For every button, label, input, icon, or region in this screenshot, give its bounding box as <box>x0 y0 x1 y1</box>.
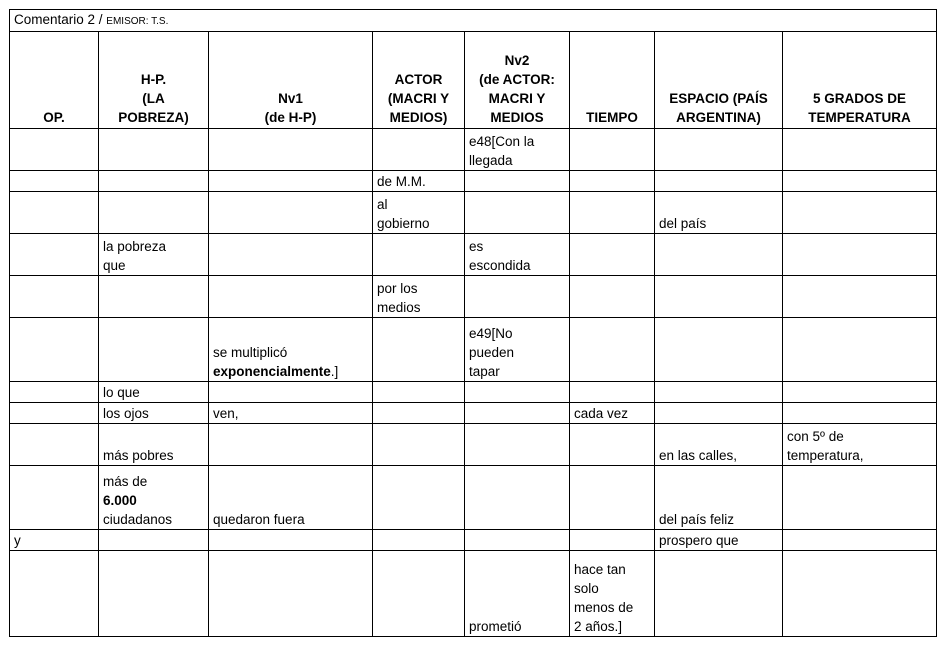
cell-text: e49[No pueden tapar <box>469 326 515 379</box>
table-cell <box>655 382 783 403</box>
column-header: OP. <box>10 32 99 129</box>
cell-text: de M.M. <box>377 174 426 189</box>
table-cell <box>783 530 937 551</box>
table-cell <box>465 234 570 276</box>
table-cell <box>570 466 655 530</box>
table-cell <box>373 171 465 192</box>
table-row <box>10 171 937 192</box>
title-main: Comentario 2 / <box>14 12 107 27</box>
table-cell <box>570 530 655 551</box>
table-row <box>10 276 937 318</box>
table-row <box>10 318 937 382</box>
table-cell <box>209 424 373 466</box>
table-cell <box>373 424 465 466</box>
table-cell <box>373 466 465 530</box>
table-cell <box>783 129 937 171</box>
table-cell <box>783 276 937 318</box>
cell-text: lo que <box>103 385 140 400</box>
cell-text: más de <box>103 474 148 489</box>
table-cell <box>99 234 209 276</box>
cell-text: del país <box>659 216 707 231</box>
table-cell <box>10 192 99 234</box>
table-cell <box>99 192 209 234</box>
table-cell <box>783 318 937 382</box>
table-cell <box>783 192 937 234</box>
table-cell <box>209 129 373 171</box>
cell-text: y <box>14 533 21 548</box>
table-cell <box>655 276 783 318</box>
table-cell <box>570 424 655 466</box>
cell-text: por los medios <box>377 281 421 315</box>
table-cell <box>465 530 570 551</box>
table-cell <box>373 318 465 382</box>
table-cell <box>373 192 465 234</box>
comment-table <box>9 9 937 637</box>
table-cell <box>99 129 209 171</box>
table-cell <box>783 171 937 192</box>
table-row <box>10 129 937 171</box>
table-cell <box>209 530 373 551</box>
table-row <box>10 424 937 466</box>
table-cell <box>465 192 570 234</box>
cell-text: prospero que <box>659 533 739 548</box>
table-title <box>10 10 937 32</box>
table-cell <box>99 403 209 424</box>
table-cell <box>465 403 570 424</box>
table-cell <box>209 466 373 530</box>
column-header: Nv2 (de ACTOR: MACRI Y MEDIOS <box>465 32 570 129</box>
table-cell <box>465 318 570 382</box>
table-cell <box>209 276 373 318</box>
column-header: 5 GRADOS DE TEMPERATURA <box>783 32 937 129</box>
table-cell <box>783 551 937 637</box>
cell-text: más pobres <box>103 448 174 463</box>
table-cell <box>373 551 465 637</box>
table-row <box>10 234 937 276</box>
table-cell <box>373 234 465 276</box>
table-row <box>10 551 937 637</box>
cell-text-tail: ciudadanos <box>103 512 173 527</box>
bold-text: exponencialmente <box>213 364 331 379</box>
table-body <box>10 129 937 637</box>
table-cell <box>209 234 373 276</box>
table-cell <box>570 192 655 234</box>
table-cell <box>465 551 570 637</box>
table-cell <box>373 530 465 551</box>
table-cell <box>10 276 99 318</box>
table-cell <box>570 171 655 192</box>
table-cell <box>783 466 937 530</box>
table-cell <box>655 466 783 530</box>
cell-text: es escondida <box>469 239 531 273</box>
table-row <box>10 403 937 424</box>
table-cell <box>465 424 570 466</box>
table-cell <box>209 551 373 637</box>
table-cell <box>373 276 465 318</box>
cell-text: cada vez <box>574 406 629 421</box>
table-cell <box>655 171 783 192</box>
table-row <box>10 530 937 551</box>
table-cell <box>570 382 655 403</box>
table-cell <box>570 129 655 171</box>
column-header: TIEMPO <box>570 32 655 129</box>
table-cell <box>209 318 373 382</box>
table-cell <box>373 129 465 171</box>
column-header: H-P. (LA POBREZA) <box>99 32 209 129</box>
table-cell <box>570 234 655 276</box>
cell-text: con 5º de temperatura, <box>787 429 864 463</box>
cell-text: e48[Con la llegada <box>469 134 535 168</box>
table-cell <box>655 551 783 637</box>
table-cell <box>10 382 99 403</box>
table-cell <box>570 318 655 382</box>
cell-text: la pobreza que <box>103 239 167 273</box>
table-cell <box>655 129 783 171</box>
table-row <box>10 466 937 530</box>
table-cell <box>783 403 937 424</box>
table-cell <box>209 171 373 192</box>
table-cell <box>99 530 209 551</box>
table-cell <box>10 234 99 276</box>
table-cell <box>99 171 209 192</box>
column-header: Nv1 (de H-P) <box>209 32 373 129</box>
table-cell <box>209 403 373 424</box>
header-row <box>10 32 937 129</box>
table-cell <box>465 276 570 318</box>
table-cell <box>783 382 937 403</box>
cell-text: en las calles, <box>659 448 738 463</box>
comment-table-container <box>9 9 936 637</box>
table-cell <box>655 318 783 382</box>
table-cell <box>10 171 99 192</box>
cell-text: prometió <box>469 619 522 634</box>
table-cell <box>465 382 570 403</box>
table-cell <box>655 403 783 424</box>
table-cell <box>10 466 99 530</box>
title-emisor: EMISOR: T.S. <box>106 16 169 27</box>
table-cell <box>99 318 209 382</box>
cell-text: del país feliz <box>659 512 735 527</box>
table-cell <box>465 466 570 530</box>
table-cell <box>10 424 99 466</box>
cell-text: se multiplicó <box>213 345 288 360</box>
table-cell <box>99 551 209 637</box>
table-cell <box>373 382 465 403</box>
table-cell <box>655 234 783 276</box>
table-cell <box>655 530 783 551</box>
cell-text: ven, <box>213 406 239 421</box>
table-cell <box>570 403 655 424</box>
table-cell <box>99 424 209 466</box>
column-header: ACTOR (MACRI Y MEDIOS) <box>373 32 465 129</box>
table-cell <box>209 382 373 403</box>
table-cell <box>373 403 465 424</box>
table-cell <box>10 129 99 171</box>
cell-text: hace tan solo menos de 2 años.] <box>574 562 634 634</box>
column-header: ESPACIO (PAÍS ARGENTINA) <box>655 32 783 129</box>
cell-text-tail: .] <box>330 364 339 379</box>
table-cell <box>10 318 99 382</box>
table-cell <box>10 551 99 637</box>
table-row <box>10 192 937 234</box>
table-cell <box>99 382 209 403</box>
cell-text: los ojos <box>103 406 149 421</box>
table-cell <box>570 551 655 637</box>
table-cell <box>10 403 99 424</box>
table-cell <box>783 234 937 276</box>
table-cell <box>209 192 373 234</box>
table-cell <box>10 530 99 551</box>
table-cell <box>570 276 655 318</box>
table-cell <box>655 192 783 234</box>
table-row <box>10 382 937 403</box>
cell-text: quedaron fuera <box>213 512 305 527</box>
bold-text: 6.000 <box>103 493 137 508</box>
table-cell <box>783 424 937 466</box>
table-cell <box>99 276 209 318</box>
table-cell <box>465 171 570 192</box>
table-cell <box>99 466 209 530</box>
cell-text: al gobierno <box>377 197 430 231</box>
table-cell <box>655 424 783 466</box>
table-cell <box>465 129 570 171</box>
